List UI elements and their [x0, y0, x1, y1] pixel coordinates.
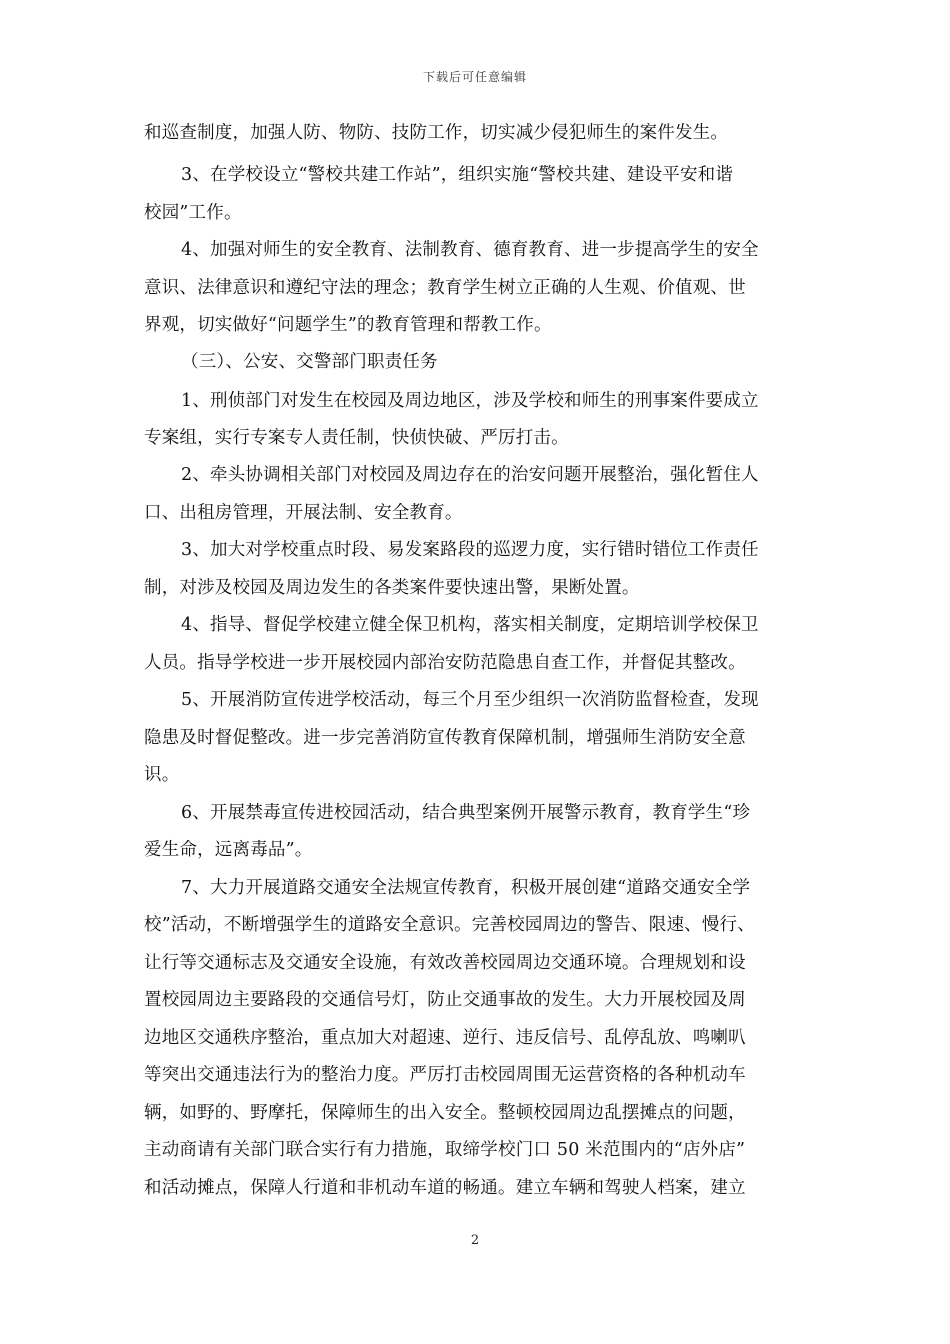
page-header: 下载后可任意编辑: [422, 70, 527, 84]
text-line: 4、指导、督促学校建立健全保卫机构，落实相关制度，定期培训学校保卫: [181, 615, 759, 635]
text-line: 4、加强对师生的安全教育、法制教育、德育教育、进一步提高学生的安全: [181, 240, 759, 260]
text-line: 专案组，实行专案专人责任制，快侦快破、严厉打击。: [144, 428, 569, 448]
text-line: 制，对涉及校园及周边发生的各类案件要快速出警，果断处置。: [144, 578, 640, 598]
text-line: 口、出租房管理，开展法制、安全教育。: [144, 503, 463, 523]
text-line: 7、大力开展道路交通安全法规宣传教育，积极开展创建“道路交通安全学: [181, 878, 751, 898]
text-line: 6、开展禁毒宣传进校园活动，结合典型案例开展警示教育，教育学生“珍: [181, 803, 751, 823]
text-line: 校园”工作。: [144, 203, 242, 223]
text-line: 和巡查制度，加强人防、物防、技防工作，切实减少侵犯师生的案件发生。: [144, 123, 729, 143]
text-line: 置校园周边主要路段的交通信号灯，防止交通事故的发生。大力开展校园及周: [144, 990, 746, 1010]
text-line: 1、刑侦部门对发生在校园及周边地区，涉及学校和师生的刑事案件要成立: [181, 391, 759, 411]
section-heading: （三）、公安、交警部门职责任务: [181, 352, 438, 372]
text-line: 边地区交通秩序整治，重点加大对超速、逆行、违反信号、乱停乱放、鸣喇叭: [144, 1028, 746, 1048]
text-line: 人员。指导学校进一步开展校园内部治安防范隐患自查工作，并督促其整改。: [144, 653, 746, 673]
text-line: 5、开展消防宣传进学校活动，每三个月至少组织一次消防监督检查，发现: [181, 690, 759, 710]
text-line: 2、牵头协调相关部门对校园及周边存在的治安问题开展整治，强化暂住人: [181, 465, 759, 485]
text-line: 辆，如野的、野摩托，保障师生的出入安全。整顿校园周边乱摆摊点的问题，: [144, 1103, 746, 1123]
text-line: 校”活动，不断增强学生的道路安全意识。完善校园周边的警告、限速、慢行、: [144, 915, 755, 935]
text-line: 意识、法律意识和遵纪守法的理念；教育学生树立正确的人生观、价值观、世: [144, 278, 746, 298]
text-line: 等突出交通违法行为的整治力度。严厉打击校园周围无运营资格的各种机动车: [144, 1065, 746, 1085]
text-line: 让行等交通标志及交通安全设施，有效改善校园周边交通环境。合理规划和设: [144, 953, 746, 973]
text-line: 界观，切实做好“问题学生”的教育管理和帮教工作。: [144, 315, 552, 335]
text-line: 3、加大对学校重点时段、易发案路段的巡逻力度，实行错时错位工作责任: [181, 540, 759, 560]
text-line: 识。: [144, 765, 180, 785]
text-line: 爱生命，远离毒品”。: [144, 840, 313, 860]
text-line: 隐患及时督促整改。进一步完善消防宣传教育保障机制，增强师生消防安全意: [144, 728, 746, 748]
text-line: 和活动摊点，保障人行道和非机动车道的畅通。建立车辆和驾驶人档案，建立: [144, 1178, 746, 1198]
text-line: 主动商请有关部门联合实行有力措施，取缔学校门口 50 米范围内的“店外店”: [144, 1140, 746, 1160]
text-line: 3、在学校设立“警校共建工作站”，组织实施“警校共建、建设平安和谐: [181, 165, 734, 185]
page-number: 2: [470, 1233, 480, 1248]
